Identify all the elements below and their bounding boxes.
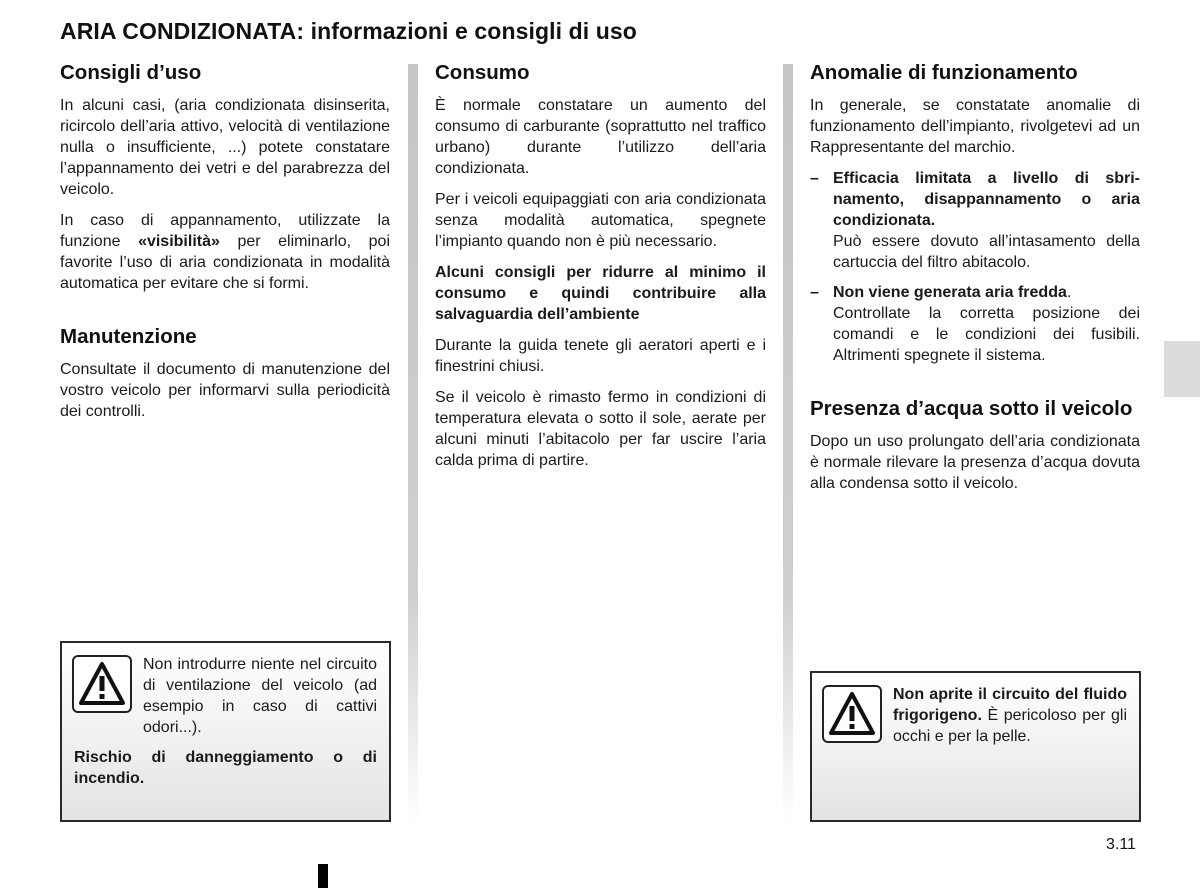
heading-consigli-uso: Consigli d’uso [60, 61, 202, 84]
column-consumo [435, 60, 766, 481]
heading-presenza-acqua: Presenza d’acqua sotto il veicolo [810, 397, 1133, 420]
list-item: – Efficacia limitata a livello di sbrinamento, disappannamento o aria condizionata. Può essere dovuto all’intasamento della cartuccia del filtro abitacolo. [810, 170, 1140, 271]
paragraph: In caso di appannamento, utilizzate la funzione «visibilità» per eliminarlo, poi favorite l’uso di aria condizionata in modalità automatica per evitare che si formi. [60, 212, 390, 292]
crop-mark [318, 864, 328, 888]
heading-manutenzione: Manutenzione [60, 325, 197, 348]
warning-box [810, 671, 1141, 822]
column-consigli [60, 60, 390, 432]
column-divider [783, 64, 793, 822]
paragraph: Consultate il documento di manutenzione del vostro veicolo per informarvi sulla periodicità dei controlli. [60, 361, 390, 420]
list-item: – Non viene generata aria fredda. Controllate la corretta posizione dei comandi e le condizioni dei fusibili. Altrimenti spegnete il sistema. [810, 284, 1140, 364]
warning-text: Non aprite il circuito del fluido frigorigeno. È pericoloso per gli occhi e per la pelle. [893, 686, 1127, 745]
paragraph: Dopo un uso prolungato dell’aria condizionata è normale rilevare la presenza d’acqua dovuta alla condensa sotto il veicolo. [810, 433, 1140, 492]
warning-triangle-icon [72, 655, 132, 713]
paragraph: È normale constatare un aumento del consumo di carburante (soprattutto nel traffico urbano) durante l’utilizzo dell’aria condizionata. [435, 97, 766, 177]
column-divider [408, 64, 418, 822]
heading-anomalie: Anomalie di funzionamento [810, 61, 1078, 84]
paragraph: In generale, se constatate anomalie di funzionamento dell’impianto, rivolgetevi ad un Rappresentante del marchio. [810, 97, 1140, 156]
paragraph: Se il veicolo è rimasto fermo in condizioni di temperatura elevata o sotto il sole, aerate per alcuni minuti l’abitacolo per far uscire l’aria calda prima di partire. [435, 389, 766, 469]
heading-consumo: Consumo [435, 61, 530, 84]
paragraph: Per i veicoli equipaggiati con aria condizionata senza modalità automatica, spegnete l’impianto quando non è più necessario. [435, 191, 766, 250]
warning-bold-text: Rischio di danneggiamento o di incendio. [74, 749, 377, 787]
warning-box [60, 641, 391, 822]
paragraph: In alcuni casi, (aria condizionata disinserita, ricircolo dell’aria attivo, velocità di ventilazione nulla o insufficiente, ...) potete constatare l’appannamento dei vetri e del parabrezza del veicolo. [60, 97, 390, 198]
chapter-tab [1164, 341, 1200, 397]
warning-triangle-icon [822, 685, 882, 743]
page-number: 3.11 [1106, 836, 1136, 853]
warning-text: Non introdurre niente nel circuito di ventilazione del veicolo (ad esempio in caso di cattivi odori...). [143, 656, 377, 736]
paragraph-bold: Alcuni consigli per ridurre al minimo il consumo e quindi contribuire alla salvaguardia dell’ambiente [435, 264, 766, 323]
paragraph: Durante la guida tenete gli aeratori aperti e i finestrini chiusi. [435, 337, 766, 375]
bold-term-visibilita: «visibilità» [138, 233, 220, 250]
column-anomalie [810, 60, 1140, 504]
anomalie-list [810, 168, 1140, 366]
page-title: ARIA CONDIZIONATA: informazioni e consigli di uso [60, 18, 637, 44]
